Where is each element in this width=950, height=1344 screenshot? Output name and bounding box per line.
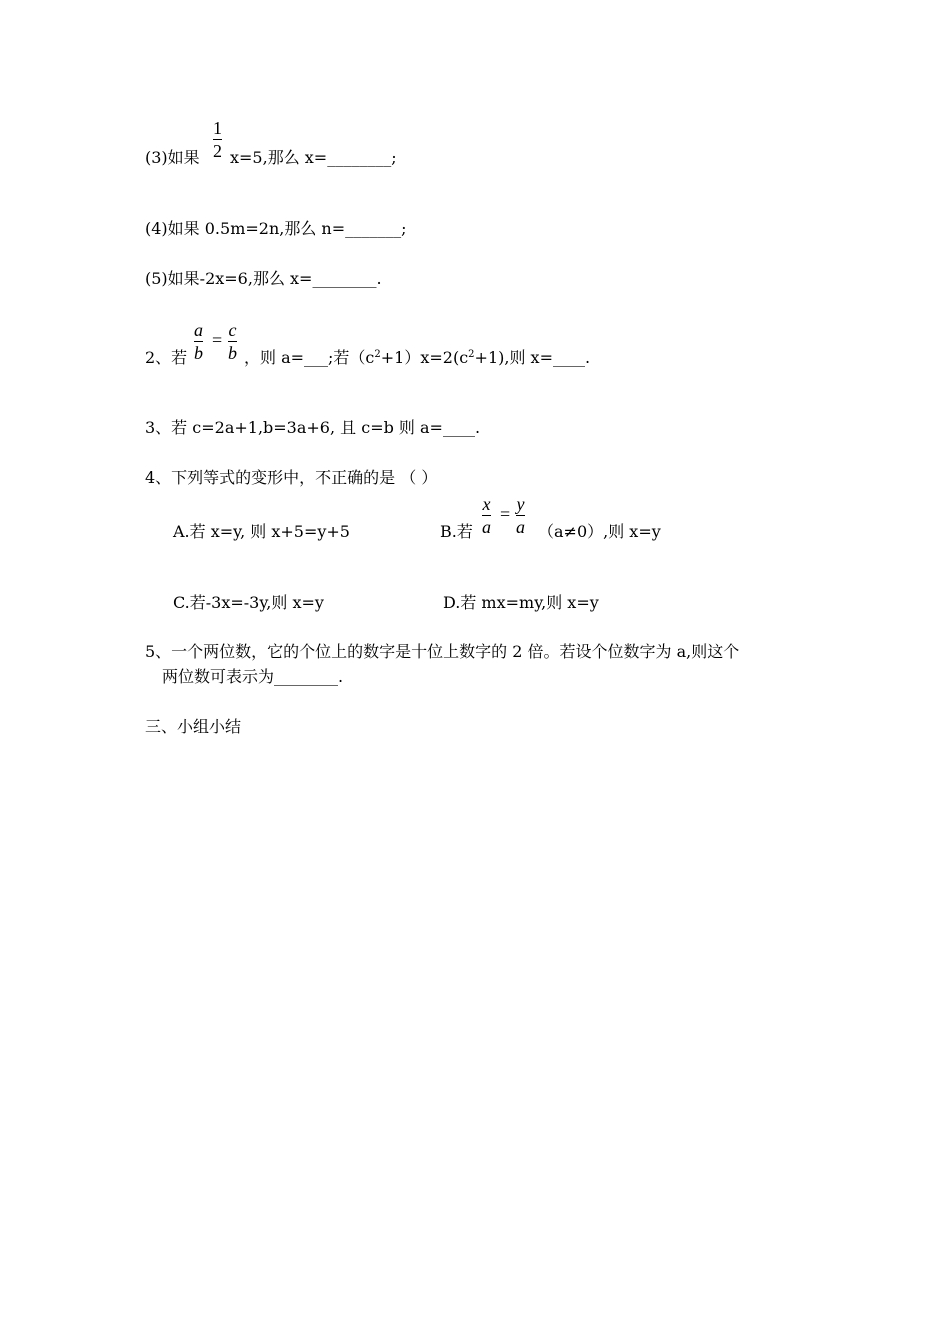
question-1-3-prefix: (3)如果 bbox=[145, 148, 200, 167]
fraction-one-half bbox=[213, 118, 222, 161]
question-3: 3、若 c=2a+1,b=3a+6, 且 c=b 则 a=____. bbox=[145, 418, 481, 437]
fraction-c-over-b bbox=[228, 320, 237, 363]
question-1-3-suffix: x=5,那么 x=________; bbox=[230, 148, 397, 167]
option-b-prefix: B.若 bbox=[440, 522, 473, 541]
question-1-4: (4)如果 0.5m=2n,那么 n=_______; bbox=[145, 219, 407, 238]
question-5-line2: 两位数可表示为________. bbox=[162, 667, 344, 686]
superscript-two: 2 bbox=[374, 349, 381, 360]
fraction-bar bbox=[228, 341, 237, 342]
fraction-a-over-b bbox=[194, 320, 203, 363]
fraction-numerator: a bbox=[194, 320, 203, 340]
superscript-two: 2 bbox=[468, 349, 475, 360]
fraction-denominator: a bbox=[482, 517, 491, 537]
fraction-denominator: b bbox=[194, 343, 203, 363]
question-2-suffix bbox=[244, 348, 590, 368]
option-b-suffix: （a≠0）,则 x=y bbox=[538, 522, 661, 541]
option-c: C.若-3x=-3y,则 x=y bbox=[173, 593, 324, 612]
fraction-denominator: b bbox=[228, 343, 237, 363]
option-a: A.若 x=y, 则 x+5=y+5 bbox=[173, 522, 350, 541]
equals-sign: = bbox=[500, 504, 511, 524]
question-2-mid: ，则 a=___;若（c bbox=[244, 348, 375, 367]
fraction-x-over-a bbox=[482, 494, 491, 537]
fraction-denominator: a bbox=[516, 517, 525, 537]
fraction-numerator: x bbox=[482, 494, 491, 514]
question-5-line1: 5、一个两位数，它的个位上的数字是十位上数字的 2 倍。若设个位数字为 a,则这个 bbox=[145, 642, 740, 661]
section-title: 三、小组小结 bbox=[145, 717, 242, 736]
fraction-bar bbox=[482, 515, 491, 516]
fraction-numerator: c bbox=[228, 320, 237, 340]
question-2-mid2: +1）x=2(c bbox=[380, 348, 469, 367]
question-1-5: (5)如果-2x=6,那么 x=________. bbox=[145, 269, 382, 288]
fraction-numerator: 1 bbox=[213, 118, 222, 138]
option-d: D.若 mx=my,则 x=y bbox=[443, 593, 599, 612]
equals-sign: = bbox=[212, 330, 223, 350]
fraction-numerator: y bbox=[516, 494, 525, 514]
fraction-bar bbox=[194, 341, 203, 342]
fraction-denominator: 2 bbox=[213, 141, 222, 161]
question-4-stem: 4、下列等式的变形中，不正确的是 （ ） bbox=[145, 468, 438, 487]
fraction-bar bbox=[213, 139, 222, 140]
fraction-y-over-a bbox=[516, 494, 525, 537]
question-2-end: +1),则 x=____. bbox=[474, 348, 591, 367]
question-2-prefix: 2、若 bbox=[145, 348, 188, 367]
fraction-bar bbox=[516, 515, 525, 516]
